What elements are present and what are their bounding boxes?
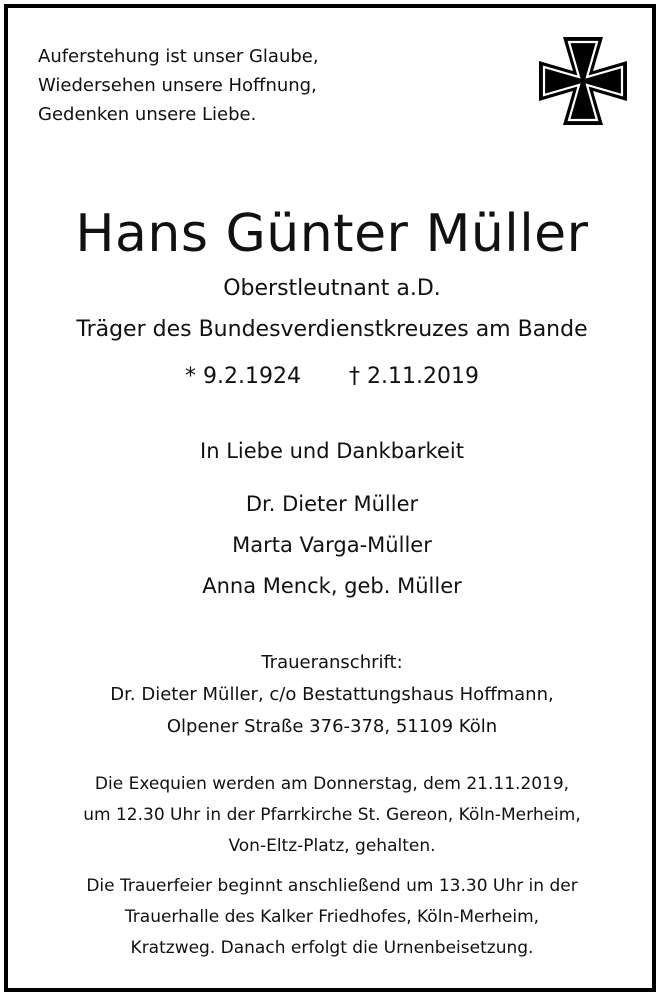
- ceremony-line: Kratzweg. Danach erfolgt die Urnenbeisetzung.: [130, 938, 534, 958]
- address-line: Dr. Dieter Müller, c/o Bestattungshaus Hoffmann,: [110, 684, 554, 705]
- life-dates: [8, 362, 656, 392]
- mourning-address: [8, 647, 656, 743]
- mourners-list: [8, 484, 656, 607]
- service-line: Von-Eltz-Platz, gehalten.: [228, 836, 436, 856]
- death-date: † 2.11.2019: [349, 364, 479, 389]
- motto: [38, 42, 319, 129]
- birth-date: * 9.2.1924: [185, 364, 301, 389]
- motto-line: Auferstehung ist unser Glaube,: [38, 46, 319, 67]
- service-line: Die Exequien werden am Donnerstag, dem 21.11.2019,: [94, 774, 570, 794]
- iron-cross-icon: [535, 33, 631, 129]
- service-line: um 12.30 Uhr in der Pfarrkirche St. Gereon, Köln-Merheim,: [83, 805, 581, 825]
- mourner-name: Dr. Dieter Müller: [245, 492, 419, 516]
- motto-line: Wiedersehen unsere Hoffnung,: [38, 75, 317, 96]
- mourner-name: Marta Varga-Müller: [232, 533, 432, 557]
- deceased-award: Träger des Bundesverdienstkreuzes am Bande: [76, 317, 588, 342]
- motto-line: Gedenken unsere Liebe.: [38, 104, 257, 125]
- address-line: Traueranschrift:: [261, 652, 403, 673]
- ceremony-info: [8, 871, 656, 964]
- ceremony-line: Trauerhalle des Kalker Friedhofes, Köln-Merheim,: [124, 907, 540, 927]
- mourners-intro: In Liebe und Dankbarkeit: [200, 439, 464, 463]
- mourner-name: Anna Menck, geb. Müller: [202, 574, 462, 598]
- deceased-rank: Oberstleutnant a.D.: [223, 276, 441, 301]
- address-line: Olpener Straße 376-378, 51109 Köln: [166, 716, 498, 737]
- deceased-name: Hans Günter Müller: [75, 204, 589, 264]
- ceremony-line: Die Trauerfeier beginnt anschließend um 13.30 Uhr in der: [86, 876, 578, 896]
- service-info: [8, 769, 656, 862]
